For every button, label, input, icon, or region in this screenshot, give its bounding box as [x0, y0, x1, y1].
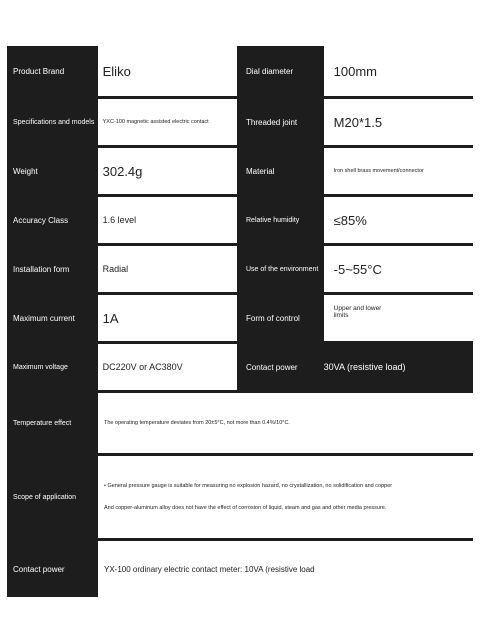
label-maximum-current: Maximum current: [7, 295, 96, 341]
label-use-environment: Use of the environment: [240, 246, 322, 292]
value-maximum-current: 1A: [98, 295, 237, 341]
spec-row-temperature: [7, 393, 473, 453]
label-scope-application: Scope of application: [7, 456, 96, 538]
scope-line-1: • General pressure gauge is suitable for measuring no explosion hazard, no crystallization, no solidification and copper: [104, 483, 393, 489]
label-maximum-voltage: Maximum voltage: [7, 344, 96, 390]
value-material: Iron shell brass movement/connector: [324, 148, 473, 194]
label-temperature-effect: Temperature effect: [7, 393, 96, 453]
spec-row-voltage: [7, 344, 473, 390]
label-threaded-joint: Threaded joint: [240, 99, 322, 145]
spec-row-scope: [7, 456, 473, 538]
spec-row-contact-power: [7, 541, 473, 597]
label-contact-power-small: Contact power: [240, 344, 322, 390]
value-maximum-voltage: DC220V or AC380V: [98, 344, 237, 390]
spec-row-current: [7, 295, 473, 341]
value-scope-application: [98, 456, 473, 538]
value-weight: 302.4g: [98, 148, 237, 194]
label-relative-humidity: Relative humidity: [240, 197, 322, 243]
spec-table: [7, 46, 473, 597]
value-product-brand: Eliko: [98, 46, 237, 96]
label-specifications: Specifications and models: [7, 99, 96, 145]
scope-line-2: And copper-aluminum alloy does not have the effect of corrosion of liquid, steam and gas and other media pressure.: [104, 505, 387, 511]
value-contact-power: YX-100 ordinary electric contact meter: 10VA (resistive load: [98, 541, 473, 597]
value-use-environment: -5~55°C: [324, 246, 473, 292]
value-specifications: YXC-100 magnetic assisted electric contact: [98, 99, 237, 145]
label-product-brand: Product Brand: [7, 46, 96, 96]
label-weight: Weight: [7, 148, 96, 194]
label-accuracy-class: Accuracy Class: [7, 197, 96, 243]
spec-row-accuracy: [7, 197, 473, 243]
value-contact-power-small: 30VA (resistive load): [324, 344, 473, 390]
label-material: Material: [240, 148, 322, 194]
label-dial-diameter: Dial diameter: [240, 46, 322, 96]
value-dial-diameter: 100mm: [324, 46, 473, 96]
label-contact-power: Contact power: [7, 541, 96, 597]
value-form-of-control: Upper and lower limits: [324, 295, 384, 341]
value-temperature-effect: The operating temperature deviates from 20±5°C, not more than 0.4%/10°C.: [98, 393, 473, 453]
value-installation-form: Radial: [98, 246, 237, 292]
form-of-control-spacer: [383, 295, 473, 341]
spec-row-brand: [7, 46, 473, 96]
value-threaded-joint: M20*1.5: [324, 99, 473, 145]
spec-row-installation: [7, 246, 473, 292]
spec-row-model: [7, 99, 473, 145]
value-accuracy-class: 1.6 level: [98, 197, 237, 243]
label-installation-form: Installation form: [7, 246, 96, 292]
spec-row-weight: [7, 148, 473, 194]
value-relative-humidity: ≤85%: [324, 197, 473, 243]
label-form-of-control: Form of control: [240, 295, 322, 341]
